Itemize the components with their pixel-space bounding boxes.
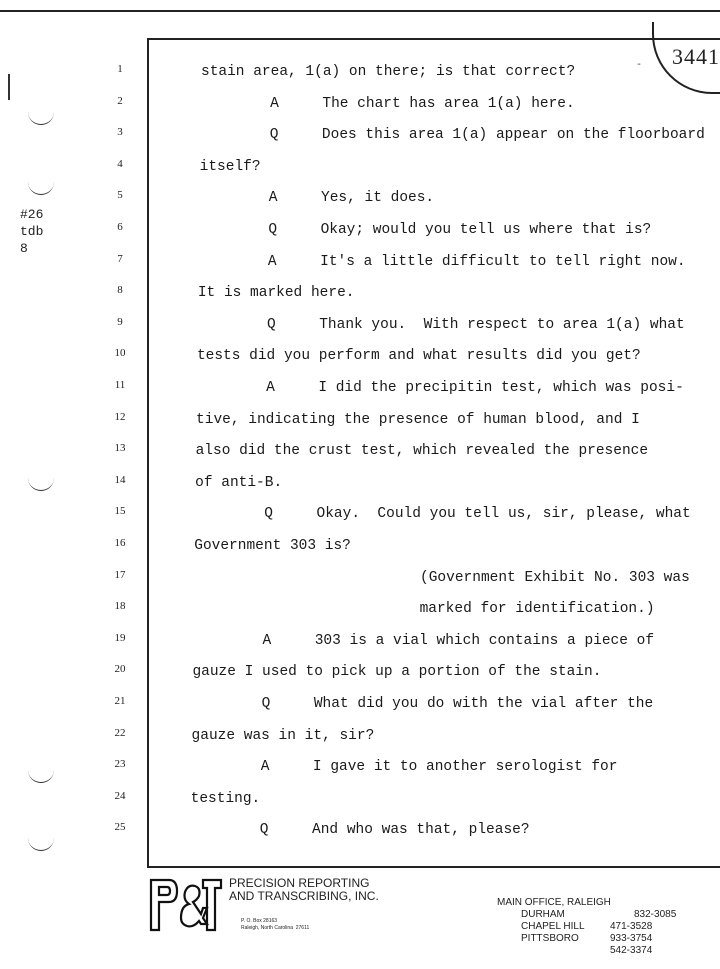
line-number: 21 (114, 695, 126, 707)
tick-mark: - (636, 60, 643, 71)
transcript-line: A 303 is a vial which contains a piece of (192, 632, 655, 649)
transcript-line: of anti-B. (195, 474, 283, 491)
transcript-line: Q Thank you. With respect to area 1(a) what (197, 316, 685, 333)
line-number: 13 (114, 442, 126, 455)
line-number: 16 (114, 537, 126, 549)
line-number: 20 (114, 663, 126, 676)
margin-notes (20, 206, 43, 257)
line-number: 12 (114, 410, 126, 423)
line-number: 19 (114, 631, 126, 644)
transcript-line: A Yes, it does. (199, 190, 435, 207)
company-name-line2: AND TRANSCRIBING, INC. (229, 889, 379, 903)
company-name (229, 877, 379, 903)
transcript-line: marked for identification.) (193, 601, 655, 618)
transcript-line: Government 303 is? (194, 538, 351, 554)
line-number: 23 (114, 758, 126, 771)
line-number: 9 (117, 315, 123, 328)
line-number: 8 (117, 284, 123, 297)
margin-stroke (8, 74, 10, 100)
page-number: 3441 (672, 44, 720, 69)
line-number: 10 (114, 347, 126, 360)
office-phone: 933-3754 (610, 933, 653, 944)
line-number: 1 (117, 63, 123, 75)
transcript-line: gauze I used to pick up a portion of the stain. (192, 664, 602, 681)
transcript-line: Q Okay. Could you tell us, sir, please, what (194, 506, 691, 523)
company-logo (145, 874, 223, 932)
line-number: 7 (117, 252, 123, 265)
transcript-line: tests did you perform and what results did you get? (196, 348, 641, 365)
line-number: 4 (117, 157, 123, 170)
punch-hole-mark (28, 180, 54, 195)
transcript-line: (Government Exhibit No. 303 was (193, 569, 690, 586)
line-number: 6 (117, 221, 123, 233)
top-rule (0, 10, 720, 12)
transcript-line: itself? (199, 158, 261, 175)
transcript-line: testing. (190, 790, 261, 807)
line-number: 24 (114, 789, 126, 802)
transcript-line: A The chart has area 1(a) here. (200, 95, 575, 112)
transcript-line: Q Does this area 1(a) appear on the floorboard (200, 127, 705, 144)
office-phone: 832-3085 (634, 909, 677, 920)
office-name: CHAPEL HILL (521, 921, 585, 932)
transcript-line: tive, indicating the presence of human blood, and I (196, 411, 640, 428)
line-number: 25 (114, 821, 126, 834)
line-number: 22 (114, 726, 126, 739)
line-number: 11 (114, 379, 126, 391)
office-name: DURHAM (521, 909, 565, 920)
line-number: 18 (114, 600, 126, 613)
transcript-line: A I gave it to another serologist for (191, 759, 618, 776)
transcript-line: stain area, 1(a) on there; is that correct? (201, 64, 576, 80)
office-list (497, 885, 677, 956)
margin-note-tape: #26 (20, 207, 44, 222)
transcript-line: A I did the precipitin test, which was posi- (196, 380, 684, 396)
margin-note-sequence: 8 (20, 241, 28, 256)
punch-hole-mark (28, 836, 54, 851)
transcript-line: It is marked here. (197, 285, 355, 302)
transcript-line: gauze was in it, sir? (191, 727, 375, 744)
line-number: 2 (117, 94, 123, 107)
punch-hole-mark (28, 110, 54, 125)
office-phone: 542-3374 (610, 945, 653, 956)
margin-note-reporter: tdb (20, 224, 44, 239)
line-number: 3 (117, 126, 123, 139)
company-name-line1: PRECISION REPORTING (229, 876, 370, 890)
punch-hole-mark (28, 768, 54, 783)
line-number: 14 (114, 473, 126, 486)
transcript-line: Q And who was that, please? (190, 822, 530, 839)
office-phone: 471-3528 (610, 921, 653, 932)
line-number: 15 (114, 505, 126, 518)
company-address (241, 918, 309, 932)
address-line1: P. O. Box 28163 (241, 918, 278, 924)
transcript-line: A It's a little difficult to tell right now. (198, 253, 686, 270)
office-name: MAIN OFFICE, RALEIGH (497, 897, 611, 908)
transcript-line: Q Okay; would you tell us where that is? (198, 222, 652, 238)
line-number: 5 (117, 189, 123, 202)
line-number: 17 (114, 568, 126, 581)
transcript-line: also did the crust test, which revealed the presence (195, 443, 649, 460)
office-name: PITTSBORO (521, 933, 579, 944)
address-line2: Raleigh, North Carolina 27611 (241, 925, 310, 931)
punch-hole-mark (28, 476, 54, 491)
transcript-line: Q What did you do with the vial after the (192, 696, 654, 712)
